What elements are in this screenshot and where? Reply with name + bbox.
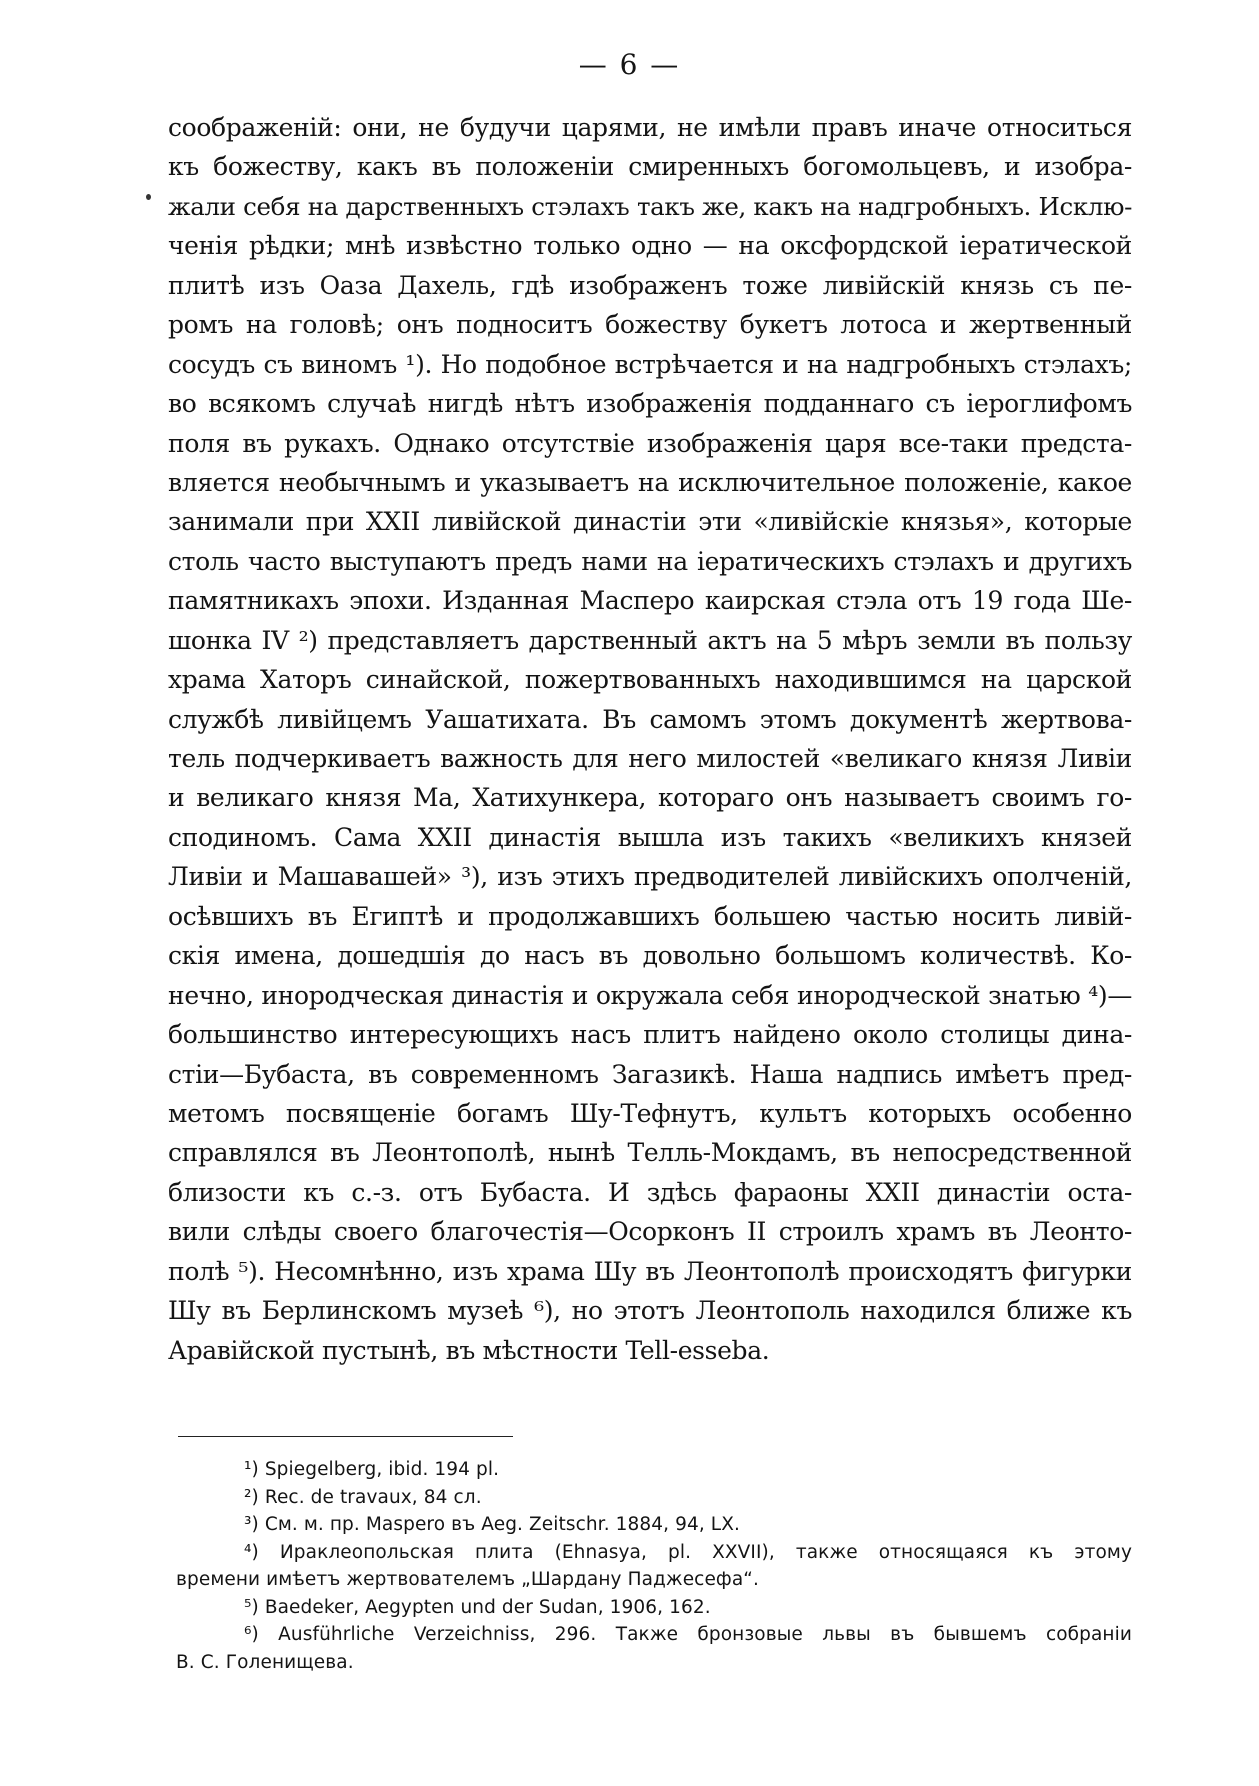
- footnote-line: времени имѣетъ жертвователемъ „Шардану Паджесефа“.: [176, 1569, 759, 1590]
- body-line: сподиномъ. Сама XXII династія вышла изъ такихъ «великихъ князей: [168, 822, 1132, 852]
- footnote-line: ⁵) Baedeker, Aegypten und der Sudan, 1906, 162.: [244, 1596, 711, 1618]
- body-line: вляется необычнымъ и указываетъ на исключительное положеніе, какое: [168, 467, 1132, 497]
- footnote-line: ¹) Spiegelberg, ibid. 194 pl.: [244, 1459, 500, 1480]
- ink-speck: [146, 194, 151, 200]
- footnote-line: ²) Rec. de travaux, 84 сл.: [244, 1486, 482, 1508]
- body-line: большинство интересующихъ насъ плитъ найдено около столицы дина-: [168, 1020, 1132, 1050]
- footnotes: [176, 1456, 1132, 1676]
- body-text: [168, 108, 1132, 1370]
- footnote-line: ³) См. м. пр. Maspero въ Aeg. Zeitschr. 1884, 94, LX.: [244, 1514, 740, 1535]
- body-line: памятникахъ эпохи. Изданная Масперо каирская стэла отъ 19 года Ше-: [168, 586, 1132, 616]
- body-line: Ливіи и Машавашей» ³), изъ этихъ предводителей ливійскихъ ополченій,: [168, 862, 1132, 892]
- body-line: тель подчеркиваетъ важность для него милостей «великаго князя Ливіи: [168, 744, 1132, 773]
- body-line: и великаго князя Ма, Хатихункера, котораго онъ называетъ своимъ го-: [168, 783, 1132, 813]
- body-line: вили слѣды своего благочестія—Осорконъ II строилъ храмъ въ Леонто-: [168, 1217, 1132, 1247]
- body-line: Аравійской пустынѣ, въ мѣстности Tell-esseba.: [168, 1335, 770, 1365]
- body-line: шонка IV ²) представляетъ дарственный актъ на 5 мѣръ земли въ пользу: [168, 625, 1132, 655]
- body-line: жали себя на дарственныхъ стэлахъ такъ же, какъ на надгробныхъ. Исклю-: [168, 191, 1132, 221]
- body-line: стіи—Бубаста, въ современномъ Загазикѣ. Наша надпись имѣетъ пред-: [168, 1059, 1132, 1089]
- body-line: полѣ ⁵). Несомнѣнно, изъ храма Шу въ Леонтополѣ происходятъ фигурки: [168, 1256, 1132, 1286]
- body-line: службѣ ливійцемъ Уашатихата. Въ самомъ этомъ документѣ жертвова-: [168, 704, 1132, 734]
- body-line: поля въ рукахъ. Однако отсутствіе изображенія царя все-таки предста-: [168, 428, 1132, 458]
- footnote-line: ⁶) Ausführliche Verzeichniss, 296. Также бронзовые львы въ бывшемъ собраніи: [244, 1624, 1132, 1645]
- footnote-line: ⁴) Ираклеопольская плита (Ehnasya, pl. XXVII), также относящаяся къ этому: [244, 1541, 1132, 1563]
- body-line: во всякомъ случаѣ нигдѣ нѣтъ изображенія подданнаго съ іероглифомъ: [168, 389, 1132, 419]
- body-line: близости къ с.-з. отъ Бубаста. И здѣсь фараоны XXII династіи оста-: [168, 1177, 1132, 1207]
- body-line: сосудъ съ виномъ ¹). Но подобное встрѣчается и на надгробныхъ стэлахъ;: [168, 349, 1132, 379]
- body-line: нечно, инородческая династія и окружала себя инородческой знатью ⁴)—: [168, 980, 1132, 1010]
- body-line: храма Хаторъ синайской, пожертвованныхъ находившимся на царской: [168, 665, 1132, 695]
- footnote-divider: [178, 1436, 513, 1437]
- body-line: занимали при XXII ливійской династіи эти «ливійскіе князья», которые: [168, 507, 1132, 537]
- body-line: справлялся въ Леонтополѣ, нынѣ Телль-Мокдамъ, въ непосредственной: [168, 1138, 1132, 1168]
- body-line: ромъ на головѣ; онъ подноситъ божеству букетъ лотоса и жертвенный: [168, 310, 1132, 340]
- body-line: осѣвшихъ въ Египтѣ и продолжавшихъ большею частью носить ливій-: [168, 901, 1132, 931]
- body-line: ченія рѣдки; мнѣ извѣстно только одно — на оксфордской іератической: [168, 231, 1132, 261]
- page-number: — 6 —: [578, 48, 681, 81]
- body-line: скія имена, дошедшія до насъ въ довольно большомъ количествѣ. Ко-: [168, 941, 1132, 971]
- body-line: Шу въ Берлинскомъ музеѣ ⁶), но этотъ Леонтополь находился ближе къ: [168, 1296, 1132, 1326]
- body-line: соображеній: они, не будучи царями, не имѣли правъ иначе относиться: [168, 113, 1132, 142]
- body-line: къ божеству, какъ въ положеніи смиренныхъ богомольцевъ, и изобра-: [168, 152, 1132, 182]
- body-line: метомъ посвященіе богамъ Шу-Тефнутъ, культъ которыхъ особенно: [168, 1098, 1132, 1128]
- footnote-line: В. С. Голенищева.: [176, 1651, 354, 1673]
- body-line: столь часто выступаютъ предъ нами на іератическихъ стэлахъ и другихъ: [168, 546, 1132, 576]
- body-line: плитѣ изъ Оаза Дахель, гдѣ изображенъ тоже ливійскій князь съ пе-: [168, 270, 1132, 300]
